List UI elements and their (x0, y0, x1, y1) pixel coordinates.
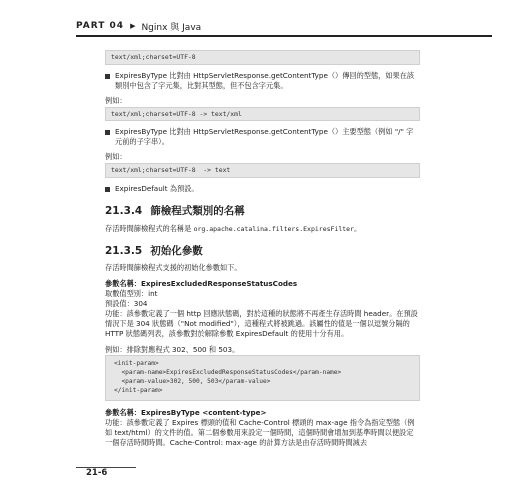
section-paragraph (105, 224, 420, 234)
class-name: org.apache.catalina.filters.ExpiresFilter (193, 224, 355, 233)
section-title: 初始化參數 (150, 244, 203, 257)
param-name: 參數名稱：ExpiresExcludedResponseStatusCodes (105, 278, 298, 288)
bullet-square-icon (105, 130, 110, 135)
bullet-text: ExpiresDefault 為預設。 (115, 184, 199, 194)
bullet-item (105, 184, 420, 194)
param-default: 預設值：304 (105, 298, 148, 308)
code-sample: text/xml;charset=UTF-8 (105, 50, 420, 65)
bullet-square-icon (105, 74, 110, 79)
part-label: PART 04 (76, 21, 125, 31)
example-label: 例如： (105, 152, 127, 162)
section-heading (105, 204, 420, 218)
header-rule (76, 35, 492, 37)
page-number: 21-6 (86, 468, 108, 478)
code-sample: text/xml;charset=UTF-8 -> text (105, 163, 420, 178)
section-number: 21.3.4 (105, 205, 143, 218)
section-heading (105, 244, 420, 258)
bullet-text: ExpiresByType 比對由 HttpServletResponse.getContentType（）傳回的型態，如果在該類別中包含了字元集，比對其型態，但不包含字元集。 (115, 70, 415, 90)
example-label: 例如： (105, 95, 127, 105)
triangle-icon: ▶ (130, 22, 136, 30)
param-type: 取數值型別：int (105, 288, 158, 298)
bullet-square-icon (105, 187, 110, 192)
section-title: 篩檢程式類別的名稱 (150, 205, 245, 218)
param-name: 參數名稱：ExpiresByType <content-type> (105, 408, 267, 418)
bullet-item (105, 71, 420, 91)
code-sample: <init-param> <param-name>ExpiresExcludedResponseStatusCodes</param-name> <param-value>302, 500, 503</param-value> </init-param> (105, 355, 420, 401)
bullet-item (105, 127, 420, 147)
chapter-topic: Nginx 與 Java (141, 22, 202, 33)
param-description: 功能：該參數定義了 Expires 標頭的值和 Cache-Control 標頭的 max-age 指令為指定型態（例如 text/html）的文件的值。第二個參數用來設定一個時間，這個時間會增加到基準時間以便設定一個存活時間時間。Cache-Control: max-age 的計算方法是由存活時間時間減去 (105, 418, 415, 448)
section-number: 21.3.5 (105, 244, 143, 257)
page-content (105, 50, 420, 448)
running-header (76, 19, 492, 33)
param-description: 功能：該參數定義了一個 http 回應狀態碼，對於這種的狀態將不再產生存活時間 header。在預設情況下是 304 狀態碼（"Not modified"），這種程式將被跳過。該屬性的值是一個以逗號分隔的 HTTP 狀態碼列表，該參數對於解除參數 ExpiresDefault 的使用十分有用。 (105, 308, 418, 338)
paragraph-end: 。 (354, 223, 362, 233)
code-sample: text/xml;charset=UTF-8 -> text/xml (105, 107, 420, 122)
bullet-text: ExpiresByType 比對由 HttpServletResponse.getContentType（）主要型態（例如 "/" 字元前的子字串）。 (115, 127, 414, 147)
example-label: 例如：排除對應程式 302、500 和 503。 (105, 344, 240, 354)
paragraph-text: 存活時間篩檢程式的名稱是 (105, 223, 192, 233)
section-paragraph: 存活時間篩檢程式支援的初始化參數如下。 (105, 262, 242, 272)
